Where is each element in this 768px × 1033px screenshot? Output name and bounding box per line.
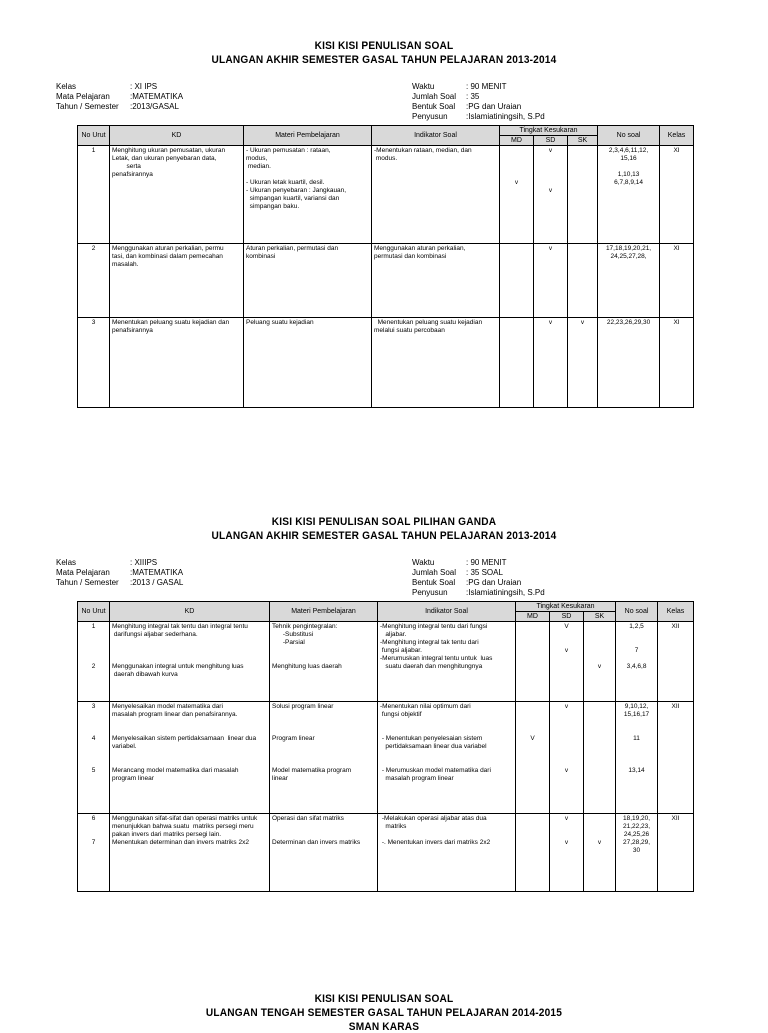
kelas-cell: XI — [660, 146, 694, 244]
section2-info-right — [412, 558, 545, 598]
header-tingkat: Tingkat Kesukaran — [500, 126, 598, 136]
info-label: Penyusun — [412, 588, 448, 597]
no-soal-cell: 1,2,5 7 3,4,6,8 — [616, 622, 658, 702]
indikator-cell: -Menghitung integral tentu dari fungsi aljabar. -Menghitung integral tak tentu dari fungsi aljabar. -Merumuskan integral tentu untuk luas suatu daerah dan menghitungnya — [378, 622, 516, 702]
info-row — [412, 558, 545, 568]
header-nosoal: No soal — [598, 126, 660, 146]
no-urut-cell: 6 7 — [78, 814, 110, 892]
info-label: Bentuk Soal — [412, 578, 456, 587]
info-label: Jumlah Soal — [412, 568, 457, 577]
kd-cell: Menentukan peluang suatu kejadian dan penafsirannya — [110, 318, 244, 408]
kelas-cell: XI — [660, 318, 694, 408]
info-value: :PG dan Uraian — [466, 578, 522, 587]
info-label: Mata Pelajaran — [56, 92, 110, 101]
header-md: MD — [500, 136, 534, 146]
kelas-cell: XI — [660, 244, 694, 318]
info-value: :Islamiatiningsih, S.Pd — [466, 112, 545, 121]
header-kelas: Kelas — [658, 602, 694, 622]
header-kd: KD — [110, 126, 244, 146]
info-label: Penyusun — [412, 112, 448, 121]
info-row — [56, 102, 183, 112]
info-value: : 90 MENIT — [466, 82, 507, 91]
info-row — [412, 82, 545, 92]
section3-school: SMAN KARAS — [348, 1021, 420, 1033]
section1-info-left — [56, 82, 183, 112]
header-kd: KD — [110, 602, 270, 622]
info-value: :PG dan Uraian — [466, 102, 522, 111]
sk-cell — [568, 244, 598, 318]
no-urut-cell: 1 2 — [78, 622, 110, 702]
header-nosoal: No soal — [616, 602, 658, 622]
section1-info-right — [412, 82, 545, 122]
info-row — [412, 588, 545, 598]
section1-subtitle: ULANGAN AKHIR SEMESTER GASAL TAHUN PELAJARAN 2013-2014 — [211, 54, 557, 66]
no-urut-cell: 1 — [78, 146, 110, 244]
kelas-cell: XII — [658, 814, 694, 892]
section1-title: KISI KISI PENULISAN SOAL — [314, 40, 454, 52]
sk-cell: v — [584, 814, 616, 892]
info-value: :Islamiatiningsih, S.Pd — [466, 588, 545, 597]
info-row — [412, 92, 545, 102]
section3-subtitle: ULANGAN TENGAH SEMESTER GASAL TAHUN PELAJARAN 2014-2015 — [205, 1007, 563, 1019]
info-label: Waktu — [412, 558, 435, 567]
info-value: : 90 MENIT — [466, 558, 507, 567]
kelas-cell: XII — [658, 702, 694, 814]
header-sd: SD — [534, 136, 568, 146]
table-row — [78, 622, 694, 702]
sk-cell: v — [568, 318, 598, 408]
section2-subtitle: ULANGAN AKHIR SEMESTER GASAL TAHUN PELAJARAN 2013-2014 — [211, 530, 557, 542]
indikator-cell: Menggunakan aturan perkalian, permutasi dan kombinasi — [372, 244, 500, 318]
sd-cell: v v — [550, 814, 584, 892]
info-value: : 35 — [466, 92, 480, 101]
md-cell: v — [500, 146, 534, 244]
info-value: : XIIIPS — [130, 558, 158, 567]
info-label: Tahun / Semester — [56, 102, 119, 111]
no-urut-cell: 3 4 5 — [78, 702, 110, 814]
materi-cell: Peluang suatu kejadian — [244, 318, 372, 408]
header-kelas: Kelas — [660, 126, 694, 146]
table-row — [78, 702, 694, 814]
info-value: :MATEMATIKA — [130, 568, 184, 577]
indikator-cell: -Melakukan operasi aljabar atas dua matriks -. Menentukan invers dari matriks 2x2 — [378, 814, 516, 892]
info-row — [56, 578, 183, 588]
section2-title: KISI KISI PENULISAN SOAL PILIHAN GANDA — [271, 516, 497, 528]
indikator-cell: Menentukan peluang suatu kejadian melalui suatu percobaan — [372, 318, 500, 408]
info-row — [412, 578, 545, 588]
table-row — [78, 814, 694, 892]
sd-cell: v — [534, 318, 568, 408]
md-cell — [500, 244, 534, 318]
info-label: Kelas — [56, 558, 77, 567]
sd-cell: v — [534, 244, 568, 318]
info-value: : XI IPS — [130, 82, 158, 91]
kelas-cell: XII — [658, 622, 694, 702]
header-tingkat: Tingkat Kesukaran — [516, 602, 616, 612]
table-row — [78, 244, 694, 318]
info-row — [56, 82, 183, 92]
info-label: Jumlah Soal — [412, 92, 457, 101]
section1-table — [77, 125, 694, 408]
sk-cell — [568, 146, 598, 244]
section2-info-left — [56, 558, 183, 588]
section3-title: KISI KISI PENULISAN SOAL — [314, 993, 454, 1005]
indikator-cell: -Menentukan rataan, median, dan modus. — [372, 146, 500, 244]
no-soal-cell: 9,10,12, 15,16,17 11 13,14 — [616, 702, 658, 814]
md-cell — [516, 622, 550, 702]
info-label: Tahun / Semester — [56, 578, 119, 587]
md-cell: V — [516, 702, 550, 814]
table-row — [78, 146, 694, 244]
no-soal-cell: 2,3,4,6,11,12, 15,16 1,10,13 6,7,8,9,14 — [598, 146, 660, 244]
sd-cell: V v — [550, 622, 584, 702]
no-soal-cell: 22,23,26,29,30 — [598, 318, 660, 408]
header-indikator: Indikator Soal — [372, 126, 500, 146]
header-materi: Materi Pembelajaran — [244, 126, 372, 146]
info-value: :2013/GASAL — [130, 102, 179, 111]
indikator-cell: -Menentukan nilai optimum dari fungsi objektif - Menentukan penyelesaian sistem pertidaksamaan linear dua variabel - Merumuskan model matematika dari masalah program linear — [378, 702, 516, 814]
info-row — [412, 112, 545, 122]
sd-cell: v v — [550, 702, 584, 814]
sk-cell — [584, 702, 616, 814]
materi-cell: Operasi dan sifat matriks Determinan dan invers matriks — [270, 814, 378, 892]
header-indikator: Indikator Soal — [378, 602, 516, 622]
info-label: Kelas — [56, 82, 77, 91]
sd-cell: v v — [534, 146, 568, 244]
info-value: :2013 / GASAL — [130, 578, 184, 587]
info-row — [56, 568, 183, 578]
header-no: No Urut — [78, 126, 110, 146]
info-label: Bentuk Soal — [412, 102, 456, 111]
no-urut-cell: 2 — [78, 244, 110, 318]
section2-table — [77, 601, 694, 892]
materi-cell: Tehnik pengintegralan: -Substitusi -Parsial Menghitung luas daerah — [270, 622, 378, 702]
md-cell — [500, 318, 534, 408]
header-no: No Urut — [78, 602, 110, 622]
kd-cell: Menggunakan aturan perkalian, permu tasi, dan kombinasi dalam pemecahan masalah. — [110, 244, 244, 318]
info-value: : 35 SOAL — [466, 568, 503, 577]
info-value: :MATEMATIKA — [130, 92, 184, 101]
sk-cell: v — [584, 622, 616, 702]
kd-cell: Menyelesaikan model matematika dari masalah program linear dan penafsirannya. Menyelesaikan sistem pertidaksamaan linear dua variabel. Merancang model matematika dari masalah program linear — [110, 702, 270, 814]
table-row — [78, 318, 694, 408]
header-sk: SK — [568, 136, 598, 146]
info-label: Waktu — [412, 82, 435, 91]
header-sk: SK — [584, 612, 616, 622]
materi-cell: - Ukuran pemusatan : rataan, modus, median. - Ukuran letak kuartil, desil. - Ukuran penyebaran : Jangkauan, simpangan kuartil, variansi dan simpangan baku. — [244, 146, 372, 244]
header-sd: SD — [550, 612, 584, 622]
md-cell — [516, 814, 550, 892]
kd-cell: Menghitung ukuran pemusatan, ukuran Letak, dan ukuran penyebaran data, serta penafsirannya — [110, 146, 244, 244]
header-materi: Materi Pembelajaran — [270, 602, 378, 622]
no-soal-cell: 18,19,20, 21,22,23, 24,25,26 27,28,29, 30 — [616, 814, 658, 892]
kd-cell: Menghitung integral tak tentu dan integral tentu darifungsi aljabar sederhana. Menggunakan integral untuk menghitung luas daerah dibawah kurva — [110, 622, 270, 702]
kd-cell: Menggunakan sifat-sifat dan operasi matriks untuk menunjukkan bahwa suatu matriks persegi meru pakan invers dari matriks persegi lain. Menentukan determinan dan invers matriks 2x2 — [110, 814, 270, 892]
info-row — [56, 92, 183, 102]
materi-cell: Aturan perkalian, permutasi dan kombinasi — [244, 244, 372, 318]
info-row — [56, 558, 183, 568]
info-row — [412, 568, 545, 578]
header-md: MD — [516, 612, 550, 622]
info-label: Mata Pelajaran — [56, 568, 110, 577]
no-urut-cell: 3 — [78, 318, 110, 408]
info-row — [412, 102, 545, 112]
materi-cell: Solusi program linear Program linear Model matematika program linear — [270, 702, 378, 814]
no-soal-cell: 17,18,19,20,21, 24,25,27,28, — [598, 244, 660, 318]
